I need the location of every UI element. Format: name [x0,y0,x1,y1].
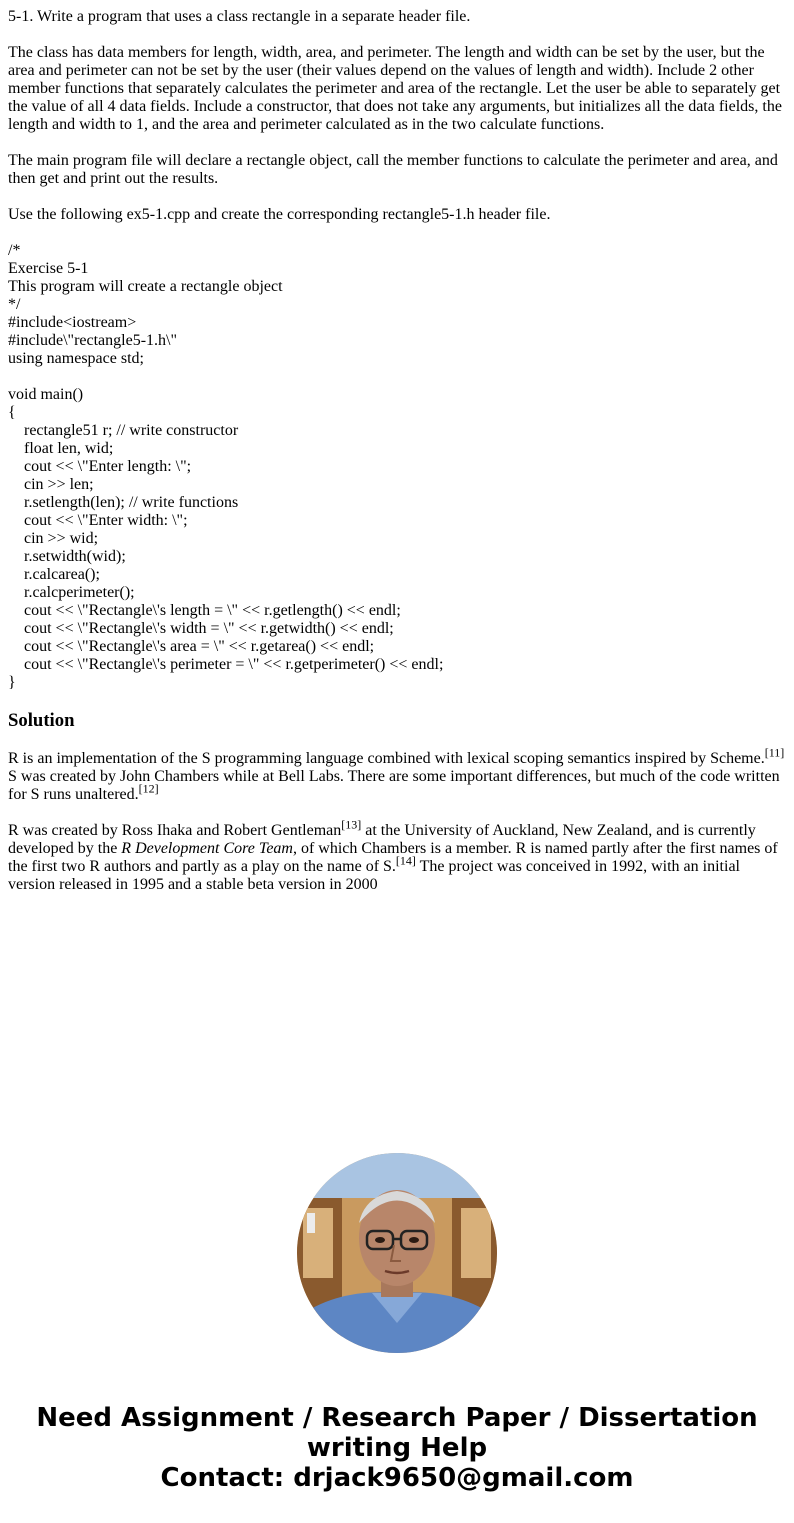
question-title: 5-1. Write a program that uses a class rectangle in a separate header file. [8,8,471,25]
code-line: cout << \"Rectangle\'s length = \" << r.getlength() << endl; [24,602,401,619]
solution-paragraph-2 [8,817,786,894]
code-line: cin >> len; [24,476,94,493]
code-line: using namespace std; [8,350,144,367]
citation-link[interactable]: [14] [395,853,416,868]
code-line: r.setlength(len); // write functions [24,494,239,511]
solution-heading: Solution [8,710,75,731]
code-line: #include\"rectangle5-1.h\" [8,332,177,349]
code-line: cout << \"Rectangle\'s perimeter = \" << r.getperimeter() << endl; [24,656,444,673]
code-line: cout << \"Rectangle\'s width = \" << r.getwidth() << endl; [24,620,394,637]
code-open-brace: { [8,404,16,421]
code-line: rectangle51 r; // write constructor [24,422,239,439]
citation-link[interactable]: [13] [341,817,362,832]
code-line: r.setwidth(wid); [24,548,126,565]
footer-promo [0,1403,794,1493]
code-close-brace: } [8,674,16,691]
footer-line: Need Assignment / Research Paper / Dissertation [36,1403,758,1433]
code-line: float len, wid; [24,440,114,457]
code-line: cout << \"Rectangle\'s area = \" << r.getarea() << endl; [24,638,375,655]
code-line: cin >> wid; [24,530,99,547]
solution-text: R was created by Ross Ihaka and Robert Gentleman [8,822,342,839]
solution-emphasis: R Development Core Team [121,840,293,857]
code-line: #include<iostream> [8,314,137,331]
question-paragraph-3: Use the following ex5-1.cpp and create the corresponding rectangle5-1.h header file. [8,206,551,223]
footer-line: writing Help [306,1433,488,1463]
document-content [8,8,786,894]
solution-text: The project was conceived in 1992, with an initial version released in 1995 and a stable beta version in 2000 [8,858,740,893]
author-portrait-image [297,1153,497,1353]
code-line: cout << \"Enter width: \"; [24,512,188,529]
code-block [8,242,786,692]
solution-text: S was created by John Chambers while at Bell Labs. There are some important differences, but much of the code written for S runs unaltered. [8,768,780,803]
solution-paragraph-1 [8,745,786,804]
code-line: cout << \"Enter length: \"; [24,458,192,475]
citation-link[interactable]: [12] [138,781,159,796]
code-line: /* [8,242,21,259]
solution-text: , of which Chambers is a member. R is named partly after the first names of the first two R authors and partly as a play on the name of S. [8,840,778,875]
code-line: r.calcperimeter(); [24,584,135,601]
code-line: r.calcarea(); [24,566,100,583]
code-line: This program will create a rectangle object [8,278,283,295]
solution-text: R is an implementation of the S programming language combined with lexical scoping semantics inspired by Scheme. [8,750,765,767]
solution-text: at the University of Auckland, New Zealand, and is currently developed by the [8,822,756,857]
citation-link[interactable]: [11] [764,745,785,760]
code-line: Exercise 5-1 [8,260,89,277]
question-paragraph-1: The class has data members for length, width, area, and perimeter. The length and width can be set by the user, but the area and perimeter can not be set by the user (their values depend on the values of length and width). Include 2 other member functions that separately calculates the perimeter and area of the rectangle. Let the user be able to separately get the value of all 4 data fields. Include a constructor, that does not take any arguments, but initializes all the data fields, the length and width to 1, and the area and perimeter calculated as in the two calculate functions. [8,44,782,133]
author-avatar [297,1153,497,1353]
code-main-signature: void main() [8,386,84,403]
footer-contact[interactable]: Contact: drjack9650@gmail.com [160,1463,634,1493]
question-paragraph-2: The main program file will declare a rectangle object, call the member functions to calculate the perimeter and area, and then get and print out the results. [8,152,778,187]
code-line: */ [8,296,21,313]
